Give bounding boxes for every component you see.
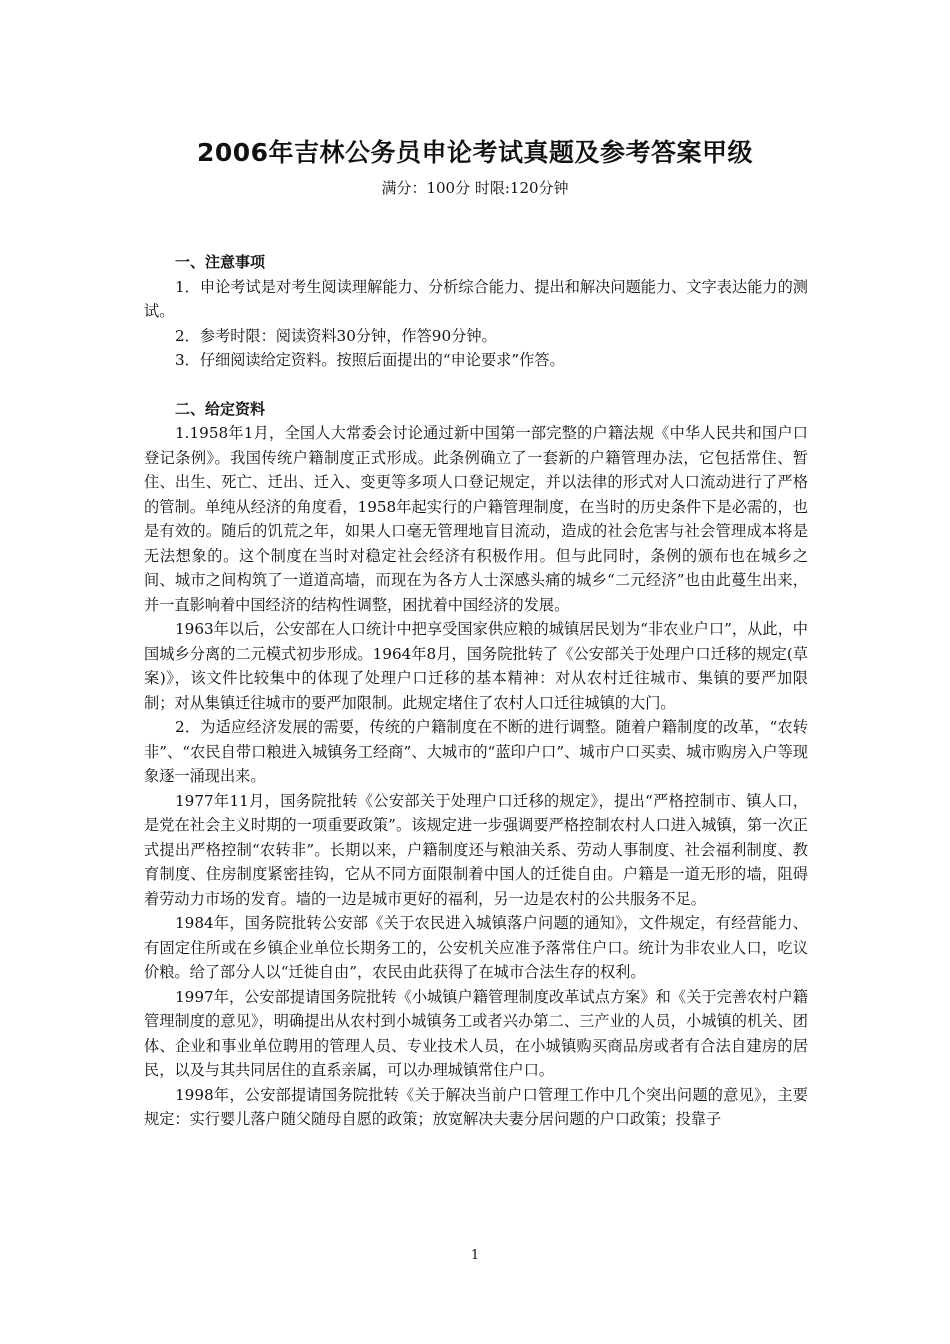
page-number: 1	[470, 1248, 480, 1263]
document-title: 2006年吉林公务员申论考试真题及参考答案甲级	[196, 138, 754, 167]
note-item: 2．参考时限：阅读资料30分钟，作答90分钟。	[175, 326, 497, 345]
note-item: 3．仔细阅读给定资料。按照后面提出的“申论要求”作答。	[175, 351, 565, 369]
document-body	[144, 250, 808, 1132]
material-paragraph: 1997年，公安部提请国务院批转《小城镇户籍管理制度改革试点方案》和《关于完善农村户籍管理制度的意见》，明确提出从农村到小城镇务工或者兴办第二、三产业的人员，小城镇的机关、团体、企业和事业单位聘用的管理人员、专业技术人员，在小城镇购买商品房或者有合法自建房的居民，以及与其共同居住的直系亲属，可以办理城镇常住户口。	[144, 987, 808, 1079]
note-item: 1．申论考试是对考生阅读理解能力、分析综合能力、提出和解决问题能力、文字表达能力的测试。	[144, 277, 808, 320]
material-paragraph: 1.1958年1月，全国人大常委会讨论通过新中国第一部完整的户籍法规《中华人民共和国户口登记条例》。我国传统户籍制度正式形成。此条例确立了一套新的户籍管理办法，它包括常住、暂住、出生、死亡、迁出、迁入、变更等多项人口登记规定，并以法律的形式对人口流动进行了严格的管制。单纯从经济的角度看，1958年起实行的户籍管理制度，在当时的历史条件下是必需的，也是有效的。随后的饥荒之年，如果人口毫无管理地盲目流动，造成的社会危害与社会管理成本将是无法想象的。这个制度在当时对稳定社会经济有积极作用。但与此同时，条例的颁布也在城乡之间、城市之间构筑了一道道高墙，而现在为各方人士深感头痛的城乡“二元经济”也由此蔓生出来，并一直影响着中国经济的结构性调整，困扰着中国经济的发展。	[144, 424, 808, 614]
section-spacer	[144, 373, 808, 397]
material-paragraph: 1977年11月，国务院批转《公安部关于处理户口迁移的规定》，提出“严格控制市、镇人口，是党在社会主义时期的一项重要政策”。该规定进一步强调要严格控制农村人口进入城镇，第一次正式提出严格控制“农转非”。长期以来，户籍制度还与粮油关系、劳动人事制度、社会福利制度、教育制度、住房制度紧密挂钩，它从不同方面限制着中国人的迁徙自由。户籍是一道无形的墙，阻碍着劳动力市场的发育。墙的一边是城市更好的福利，另一边是农村的公共服务不足。	[144, 791, 808, 908]
material-paragraph: 1984年，国务院批转公安部《关于农民进入城镇落户问题的通知》，文件规定，有经营能力、有固定住所或在乡镇企业单位长期务工的，公安机关应准予落常住户口。统计为非农业人口，吃议价粮。给了部分人以“迁徙自由”，农民由此获得了在城市合法生存的权利。	[144, 914, 808, 981]
material-paragraph: 1963年以后，公安部在人口统计中把享受国家供应粮的城镇居民划为“非农业户口”，从此，中国城乡分离的二元模式初步形成。1964年8月，国务院批转了《公安部关于处理户口迁移的规定(草案)》，该文件比较集中的体现了处理户口迁移的基本精神：对从农村迁往城市、集镇的要严加限制；对从集镇迁往城市的要严加限制。此规定堵住了农村人口迁往城镇的大门。	[144, 620, 808, 712]
section-heading-materials: 二、给定资料	[175, 399, 266, 418]
document-subtitle: 满分：100分 时限:120分钟	[381, 179, 569, 197]
material-paragraph: 1998年，公安部提请国务院批转《关于解决当前户口管理工作中几个突出问题的意见》，主要规定：实行婴儿落户随父随母自愿的政策；放宽解决夫妻分居问题的户口政策；投靠子	[144, 1085, 808, 1128]
section-heading-notes: 一、注意事项	[175, 253, 266, 271]
material-paragraph: 2．为适应经济发展的需要，传统的户籍制度在不断的进行调整。随着户籍制度的改革，“农转非”、“农民自带口粮进入城镇务工经商”、大城市的“蓝印户口”、城市户口买卖、城市购房入户等现象逐一涌现出来。	[144, 718, 808, 785]
